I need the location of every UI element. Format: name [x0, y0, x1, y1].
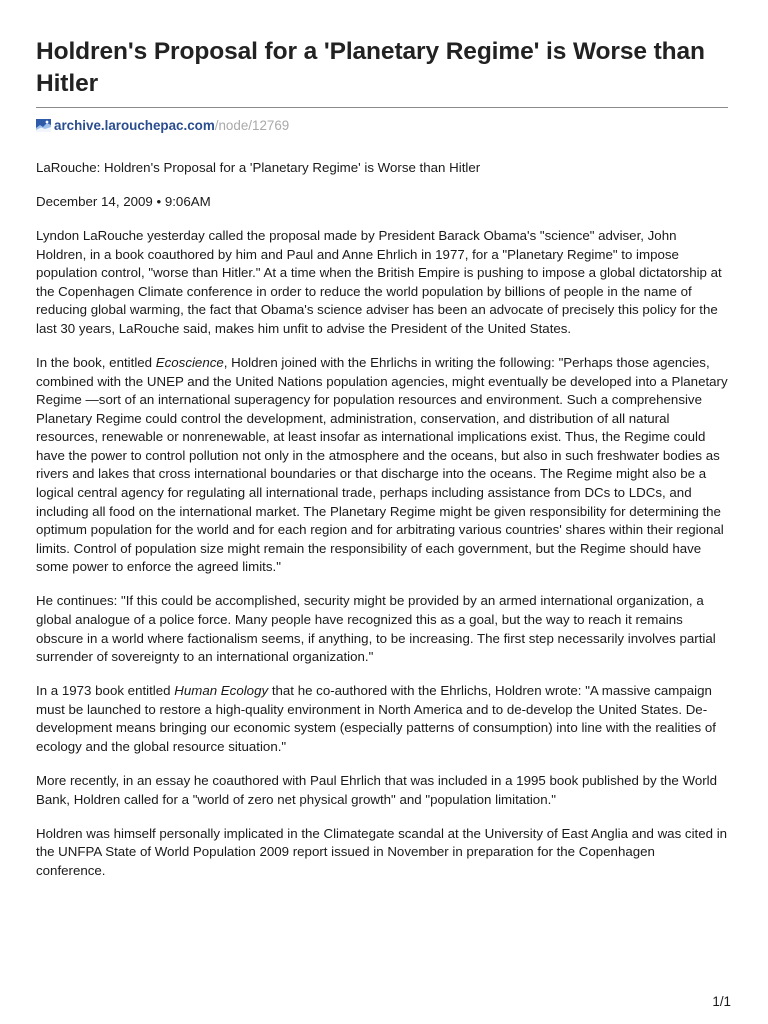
title-divider [36, 107, 728, 108]
book-title-ecoscience: Ecoscience [155, 354, 224, 370]
paragraph-4-lead: In a 1973 book entitled [36, 683, 175, 699]
paragraph-2-rest: , Holdren joined with the Ehrlichs in writing the following: "Perhaps those agencies, combined with the UNEP and the United Nations population agencies, might eventually be developed into a Planetary Regime —sort of an international superagency for population resources and environment. Such a comprehensive Planetary Regime could control the development, administration, conservation, and distribution of all natural resources, renewable or nonrenewable, at least insofar as international implications exist. Thus, the Regime could have the power to control pollution not only in the atmosphere and the oceans, but also in such freshwater bodies as rivers and lakes that cross international boundaries or that discharge into the oceans. The Regime might also be a logical central agency for regulating all international trade, perhaps including assistance from DCs to LDCs, and including all food on the international market. The Planetary Regime might be given responsibility for determining the optimum population for the world and for each region and for arbitrating various countries' shares within their regional limits. Control of population size might remain the responsibility of each government, but the Regime should have some power to enforce the agreed limits." [36, 354, 728, 575]
paragraph-4 [36, 682, 728, 756]
source-path-link[interactable]: /node/12769 [214, 117, 290, 133]
paragraph-6: Holdren was himself personally implicated in the Climategate scandal at the University of East Anglia and was cited in the UNFPA State of World Population 2009 report issued in November in preparation for the Copenhagen conference. [36, 825, 728, 878]
paragraph-4-rest: that he co-authored with the Ehrlichs, Holdren wrote: "A massive campaign must be launched to restore a high-quality environment in North America and to de-develop the United States. De-development means bringing our economic system (especially patterns of consumption) into line with the realities of ecology and the global resource situation." [36, 683, 716, 754]
page-number: 1/1 [712, 994, 731, 1009]
source-domain-link[interactable]: archive.larouchepac.com [54, 117, 215, 133]
paragraph-1: Lyndon LaRouche yesterday called the proposal made by President Barack Obama's "science" adviser, John Holdren, in a book coauthored by him and Paul and Anne Ehrlich in 1977, for a "Planetary Regime" to impose population control, "worse than Hitler." At a time when the British Empire is pushing to impose a global dictatorship at the Copenhagen Climate conference in order to reduce the world population by billions of people in the name of reducing global warming, the fact that Obama's science adviser has been an advocate of precisely this policy for the last 30 years, LaRouche said, makes him unfit to advise the President of the United States. [36, 227, 722, 336]
paragraph-5: More recently, in an essay he coauthored with Paul Ehrlich that was included in a 1995 book published by the World Bank, Holdren called for a "world of zero net physical growth" and "population limitation." [36, 772, 718, 807]
article-body [36, 159, 728, 880]
article-title: Holdren's Proposal for a 'Planetary Regime' is Worse than Hitler [36, 38, 705, 97]
paragraph-2-lead: In the book, entitled [36, 354, 156, 370]
article-dateline: December 14, 2009 • 9:06AM [36, 193, 211, 209]
paragraph-2 [36, 354, 728, 577]
paragraph-3: He continues: "If this could be accomplished, security might be provided by an armed international organization, a global analogue of a police force. Many people have recognized this as a goal, but the way to reach it remains obscure in a world where factionalism seems, if anything, to be increasing. The first step necessarily involves partial surrender of sovereignty to an international organization." [36, 593, 716, 665]
book-title-human-ecology: Human Ecology [174, 683, 269, 699]
site-favicon-icon [36, 119, 51, 132]
source-line[interactable] [36, 116, 728, 134]
article [36, 36, 728, 896]
article-subtitle: LaRouche: Holdren's Proposal for a 'Planetary Regime' is Worse than Hitler [36, 160, 481, 175]
